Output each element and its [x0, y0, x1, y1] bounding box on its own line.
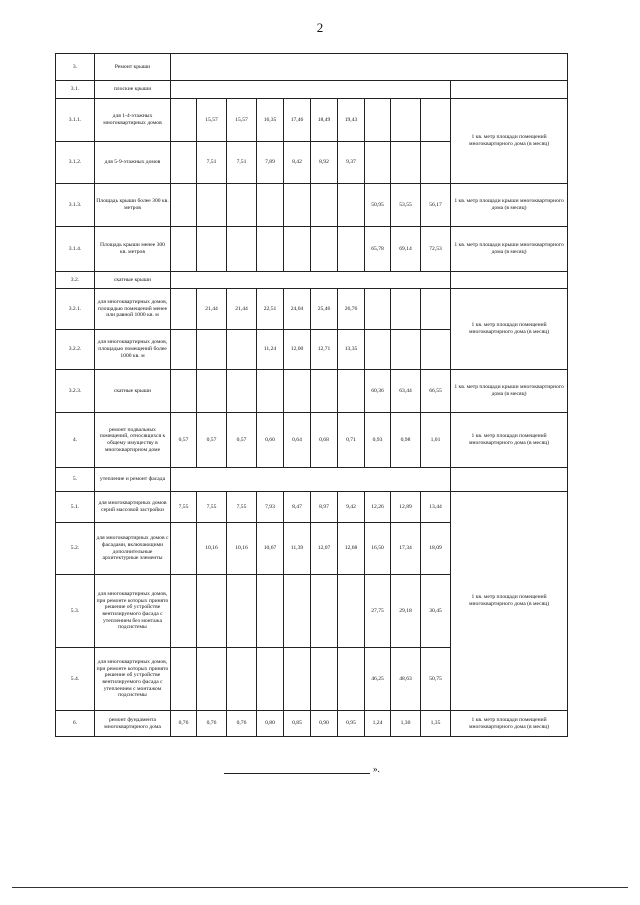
- value-cell: [197, 575, 227, 648]
- value-cell: 0,64: [284, 413, 311, 468]
- value-cell: 0,80: [257, 711, 284, 737]
- value-cell: [257, 575, 284, 648]
- value-cell: [197, 184, 227, 227]
- value-cell: 0,90: [311, 711, 338, 737]
- header-blank-cell: [171, 272, 451, 289]
- value-cell: [257, 648, 284, 711]
- value-cell: [284, 370, 311, 413]
- table-row: [56, 81, 568, 99]
- value-cell: 18,09: [421, 523, 451, 575]
- value-cell: 29,18: [391, 575, 421, 648]
- value-cell: 25,46: [311, 289, 338, 330]
- value-cell: 10,16: [197, 523, 227, 575]
- value-cell: [171, 184, 197, 227]
- value-cell: 26,76: [338, 289, 365, 330]
- value-cell: [171, 289, 197, 330]
- value-cell: 18,49: [311, 99, 338, 142]
- value-cell: [284, 575, 311, 648]
- row-label: ремонт подвальных помещений, относящихся к общему имуществу в многоквартирном доме: [95, 413, 171, 468]
- value-cell: 10,67: [257, 523, 284, 575]
- value-cell: [338, 648, 365, 711]
- value-cell: [171, 142, 197, 184]
- unit-cell: 1 кв. метр площади помещений многоквартирного дома (в месяц): [451, 711, 568, 737]
- value-cell: 17,46: [284, 99, 311, 142]
- value-cell: 13,44: [421, 492, 451, 523]
- row-label: для многоквартирных домов, площадью помещений менее или равной 1000 кв. м: [95, 289, 171, 330]
- table-row: [56, 492, 568, 523]
- value-cell: 16,50: [365, 523, 391, 575]
- value-cell: [338, 575, 365, 648]
- value-cell: [227, 370, 257, 413]
- value-cell: [227, 330, 257, 370]
- value-cell: [171, 523, 197, 575]
- table-row: [56, 370, 568, 413]
- value-cell: 7,93: [257, 492, 284, 523]
- header-blank-cell: [171, 54, 568, 81]
- value-cell: 8,47: [284, 492, 311, 523]
- value-cell: [311, 184, 338, 227]
- value-cell: [311, 575, 338, 648]
- value-cell: 9,42: [338, 492, 365, 523]
- closing-line: [224, 764, 380, 774]
- row-number: 3.2.1.: [56, 289, 95, 330]
- value-cell: [284, 184, 311, 227]
- value-cell: 7,55: [227, 492, 257, 523]
- value-cell: [257, 184, 284, 227]
- value-cell: 13,35: [338, 330, 365, 370]
- value-cell: 7,55: [197, 492, 227, 523]
- value-cell: 30,45: [421, 575, 451, 648]
- value-cell: 12,00: [284, 330, 311, 370]
- value-cell: [227, 648, 257, 711]
- value-cell: [391, 330, 421, 370]
- row-label: утепление и ремонт фасада: [95, 468, 171, 492]
- row-number: 3.2.3.: [56, 370, 95, 413]
- blank-underline: [224, 765, 370, 774]
- value-cell: [171, 99, 197, 142]
- value-cell: [257, 227, 284, 272]
- value-cell: [197, 370, 227, 413]
- value-cell: 0,95: [338, 711, 365, 737]
- unit-cell: 1 кв. метр площади крыши многоквартирного дома (в месяц): [451, 184, 568, 227]
- value-cell: [365, 330, 391, 370]
- row-label: Ремонт крыши: [95, 54, 171, 81]
- value-cell: 1,35: [421, 711, 451, 737]
- value-cell: 11,24: [257, 330, 284, 370]
- value-cell: [171, 227, 197, 272]
- table-row: [56, 99, 568, 142]
- value-cell: 12,26: [365, 492, 391, 523]
- footer-rule: [12, 887, 628, 888]
- value-cell: [365, 289, 391, 330]
- value-cell: 0,76: [227, 711, 257, 737]
- value-cell: 10,16: [227, 523, 257, 575]
- row-label: Площадь крыши более 300 кв. метров: [95, 184, 171, 227]
- table-row: [56, 711, 568, 737]
- value-cell: [284, 227, 311, 272]
- table-row: [56, 184, 568, 227]
- row-number: 4.: [56, 413, 95, 468]
- row-number: 5.3.: [56, 575, 95, 648]
- table-row: [56, 272, 568, 289]
- value-cell: 46,25: [365, 648, 391, 711]
- row-label: для многоквартирных домов, при ремонте которых принято решение об устройстве вентилируемого фасада с утеплением без монтажа подсистемы: [95, 575, 171, 648]
- value-cell: 1,24: [365, 711, 391, 737]
- value-cell: 22,51: [257, 289, 284, 330]
- value-cell: 7,51: [197, 142, 227, 184]
- value-cell: [338, 227, 365, 272]
- value-cell: [311, 227, 338, 272]
- row-label: для многоквартирных домов с фасадами, включающими дополнительные архитектурные элементы: [95, 523, 171, 575]
- row-number: 3.: [56, 54, 95, 81]
- value-cell: [311, 648, 338, 711]
- unit-cell: 1 кв. метр площади помещений многоквартирного дома (в месяц): [451, 289, 568, 370]
- value-cell: 0,98: [391, 413, 421, 468]
- value-cell: 8,97: [311, 492, 338, 523]
- header-blank-cell: [171, 468, 451, 492]
- value-cell: 15,57: [197, 99, 227, 142]
- value-cell: [311, 370, 338, 413]
- row-number: 3.2.2.: [56, 330, 95, 370]
- row-number: 5.4.: [56, 648, 95, 711]
- value-cell: 7,51: [227, 142, 257, 184]
- row-number: 3.1.3.: [56, 184, 95, 227]
- value-cell: 16,35: [257, 99, 284, 142]
- value-cell: 0,93: [365, 413, 391, 468]
- value-cell: 72,53: [421, 227, 451, 272]
- row-number: 3.1.4.: [56, 227, 95, 272]
- value-cell: 65,78: [365, 227, 391, 272]
- unit-cell: 1 кв. метр площади помещений многоквартирного дома (в месяц): [451, 492, 568, 711]
- value-cell: [421, 99, 451, 142]
- value-cell: 17,34: [391, 523, 421, 575]
- unit-blank-cell: [451, 468, 568, 492]
- unit-blank-cell: [451, 81, 568, 99]
- row-number: 5.: [56, 468, 95, 492]
- row-label: для многоквартирных домов, при ремонте которых принято решение об устройстве вентилируемого фасада с утеплением с монтажом подсистемы: [95, 648, 171, 711]
- value-cell: 8,42: [284, 142, 311, 184]
- table-row: [56, 227, 568, 272]
- value-cell: 7,55: [171, 492, 197, 523]
- row-number: 6.: [56, 711, 95, 737]
- value-cell: [171, 648, 197, 711]
- value-cell: [365, 142, 391, 184]
- value-cell: 53,55: [391, 184, 421, 227]
- value-cell: [338, 184, 365, 227]
- unit-cell: 1 кв. метр площади помещений многоквартирного дома (в месяц): [451, 99, 568, 184]
- row-label: плоские крыши: [95, 81, 171, 99]
- value-cell: 56,17: [421, 184, 451, 227]
- row-number: 3.1.2.: [56, 142, 95, 184]
- value-cell: 1,30: [391, 711, 421, 737]
- value-cell: 48,63: [391, 648, 421, 711]
- value-cell: [171, 575, 197, 648]
- value-cell: 0,85: [284, 711, 311, 737]
- page-number: 2: [316, 20, 324, 35]
- value-cell: [227, 575, 257, 648]
- unit-blank-cell: [451, 272, 568, 289]
- value-cell: 8,92: [311, 142, 338, 184]
- value-cell: 0,76: [197, 711, 227, 737]
- value-cell: 12,68: [338, 523, 365, 575]
- value-cell: 7,89: [257, 142, 284, 184]
- unit-cell: 1 кв. метр площади помещений многоквартирного дома (в месяц): [451, 413, 568, 468]
- row-number: 5.1.: [56, 492, 95, 523]
- table-row: [56, 468, 568, 492]
- value-cell: 1,01: [421, 413, 451, 468]
- value-cell: 12,89: [391, 492, 421, 523]
- value-cell: [197, 227, 227, 272]
- value-cell: 63,44: [391, 370, 421, 413]
- value-cell: [391, 289, 421, 330]
- value-cell: 0,71: [338, 413, 365, 468]
- closing-quote: ».: [373, 764, 380, 774]
- row-label: Площадь крыши менее 300 кв. метров: [95, 227, 171, 272]
- value-cell: 12,07: [311, 523, 338, 575]
- value-cell: [197, 330, 227, 370]
- value-cell: 69,14: [391, 227, 421, 272]
- value-cell: [227, 227, 257, 272]
- unit-cell: 1 кв. метр площади крыши многоквартирного дома (в месяц): [451, 227, 568, 272]
- value-cell: [197, 648, 227, 711]
- value-cell: 19,43: [338, 99, 365, 142]
- value-cell: [257, 370, 284, 413]
- row-label: ремонт фундамента многоквартирного дома: [95, 711, 171, 737]
- value-cell: [421, 142, 451, 184]
- table-row: [56, 54, 568, 81]
- value-cell: [227, 184, 257, 227]
- value-cell: 0,57: [227, 413, 257, 468]
- value-cell: 27,75: [365, 575, 391, 648]
- value-cell: 21,44: [197, 289, 227, 330]
- value-cell: [421, 289, 451, 330]
- row-label: для многоквартирных домов серий массовой застройки: [95, 492, 171, 523]
- row-number: 5.2.: [56, 523, 95, 575]
- row-label: для 1-4-этажных многоквартирных домов: [95, 99, 171, 142]
- row-number: 3.1.: [56, 81, 95, 99]
- value-cell: 66,55: [421, 370, 451, 413]
- unit-cell: 1 кв. метр площади крыши многоквартирного дома (в месяц): [451, 370, 568, 413]
- row-label: для многоквартирных домов, площадью помещений более 1000 кв. м: [95, 330, 171, 370]
- value-cell: 50,75: [421, 648, 451, 711]
- value-cell: [391, 142, 421, 184]
- value-cell: [284, 648, 311, 711]
- value-cell: 0,60: [257, 413, 284, 468]
- value-cell: 60,36: [365, 370, 391, 413]
- row-number: 3.1.1.: [56, 99, 95, 142]
- value-cell: [171, 370, 197, 413]
- value-cell: 0,57: [197, 413, 227, 468]
- value-cell: [338, 370, 365, 413]
- value-cell: [365, 99, 391, 142]
- value-cell: [171, 330, 197, 370]
- value-cell: 9,37: [338, 142, 365, 184]
- value-cell: 50,95: [365, 184, 391, 227]
- value-cell: 0,76: [171, 711, 197, 737]
- value-cell: 15,57: [227, 99, 257, 142]
- value-cell: 0,57: [171, 413, 197, 468]
- value-cell: 24,04: [284, 289, 311, 330]
- tariff-table: [55, 53, 568, 737]
- row-label: для 5-9-этажных домов: [95, 142, 171, 184]
- value-cell: 0,68: [311, 413, 338, 468]
- row-label: скатные крыши: [95, 272, 171, 289]
- row-number: 3.2.: [56, 272, 95, 289]
- value-cell: [421, 330, 451, 370]
- value-cell: 12,71: [311, 330, 338, 370]
- header-blank-cell: [171, 81, 451, 99]
- value-cell: 21,44: [227, 289, 257, 330]
- row-label: скатные крыши: [95, 370, 171, 413]
- value-cell: 11,39: [284, 523, 311, 575]
- value-cell: [391, 99, 421, 142]
- table-row: [56, 289, 568, 330]
- table-row: [56, 413, 568, 468]
